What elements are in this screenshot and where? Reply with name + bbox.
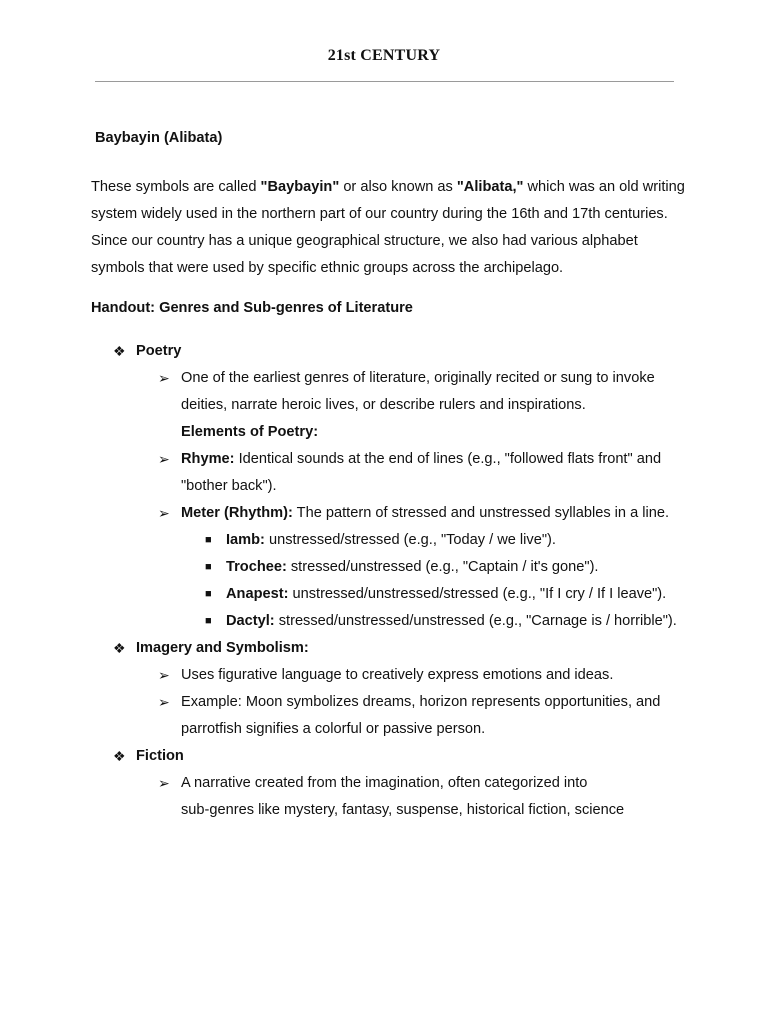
spacer — [91, 322, 686, 338]
poetry-desc: One of the earliest genres of literature, originally recited or sung to invoke deities, narrate heroic lives, or describe rulers and inspirations. — [181, 370, 655, 413]
handout-title: Handout: Genres and Sub-genres of Literature — [91, 300, 413, 316]
diamond-bullet-icon: ❖ — [113, 343, 126, 359]
meter-term: Meter (Rhythm): — [181, 505, 293, 521]
intro-bold-baybayin: "Baybayin" — [260, 179, 340, 195]
meter-text: The pattern of stressed and unstressed syllables in a line. — [292, 505, 670, 521]
list-item-dactyl — [91, 608, 686, 635]
arrow-bullet-icon: ➢ — [158, 451, 170, 467]
section-title: Baybayin (Alibata) — [95, 130, 223, 146]
list-item-poetry-desc — [91, 365, 686, 419]
square-bullet-icon: ■ — [205, 615, 212, 627]
foot-text: stressed/unstressed/unstressed (e.g., "Carnage is / horrible"). — [274, 613, 677, 629]
rhyme-text: Identical sounds at the end of lines (e.g., "followed flats front" and "bother back"). — [181, 451, 662, 494]
diamond-bullet-icon: ❖ — [113, 640, 126, 656]
list-item-anapest — [91, 581, 686, 608]
page-header-title: 21st CENTURY — [327, 47, 441, 64]
list-item-fiction — [91, 743, 686, 770]
list-item-imagery-desc — [91, 662, 686, 689]
document-body — [91, 123, 686, 824]
list-item-meter — [91, 500, 686, 527]
foot-term: Iamb: — [226, 532, 265, 548]
fiction-desc-line-2: sub-genres like mystery, fantasy, suspense, historical fiction, science — [181, 802, 625, 818]
square-bullet-icon: ■ — [205, 561, 212, 573]
imagery-item-text: Example: Moon symbolizes dreams, horizon represents opportunities, and parrotfish signifies a colorful or passive person. — [181, 694, 661, 737]
foot-text: stressed/unstressed (e.g., "Captain / it's gone"). — [286, 559, 599, 575]
intro-bold-alibata: "Alibata," — [456, 179, 524, 195]
foot-text: unstressed/unstressed/stressed (e.g., "If I cry / If I leave"). — [288, 586, 667, 602]
elements-of-poetry-label: Elements of Poetry: — [181, 424, 319, 440]
intro-text-2: or also known as — [339, 179, 457, 195]
imagery-label: Imagery and Symbolism: — [136, 640, 309, 656]
fiction-desc-line-1: A narrative created from the imagination, often categorized into — [181, 775, 588, 791]
arrow-bullet-icon: ➢ — [158, 667, 170, 683]
list-item-imagery — [91, 635, 686, 662]
list-item-fiction-desc — [91, 770, 686, 797]
square-bullet-icon: ■ — [205, 534, 212, 546]
list-item-poetry — [91, 338, 686, 365]
foot-term: Dactyl: — [226, 613, 275, 629]
header-divider — [95, 81, 674, 82]
imagery-item-text: Uses figurative language to creatively express emotions and ideas. — [181, 667, 614, 683]
intro-text-3: which was an old writing system widely used in the northern part of our country during the 16th and 17th centuries. Since our country has a unique geographical structure, we also had various alphabet symbols that were used by specific ethnic groups across the archipelago. — [91, 179, 685, 276]
list-item-iamb — [91, 527, 686, 554]
arrow-bullet-icon: ➢ — [158, 775, 170, 791]
list-item-trochee — [91, 554, 686, 581]
intro-text-1: These symbols are called — [91, 179, 261, 195]
arrow-bullet-icon: ➢ — [158, 505, 170, 521]
arrow-bullet-icon: ➢ — [158, 694, 170, 710]
intro-paragraph — [91, 174, 686, 282]
arrow-bullet-icon: ➢ — [158, 370, 170, 386]
diamond-bullet-icon: ❖ — [113, 748, 126, 764]
fiction-label: Fiction — [136, 748, 184, 764]
list-item-rhyme — [91, 446, 686, 500]
foot-text: unstressed/stressed (e.g., "Today / we live"). — [264, 532, 556, 548]
rhyme-term: Rhyme: — [181, 451, 235, 467]
square-bullet-icon: ■ — [205, 588, 212, 600]
poetry-label: Poetry — [136, 343, 182, 359]
list-item-imagery-example — [91, 689, 686, 743]
foot-term: Anapest: — [226, 586, 289, 602]
foot-term: Trochee: — [226, 559, 287, 575]
